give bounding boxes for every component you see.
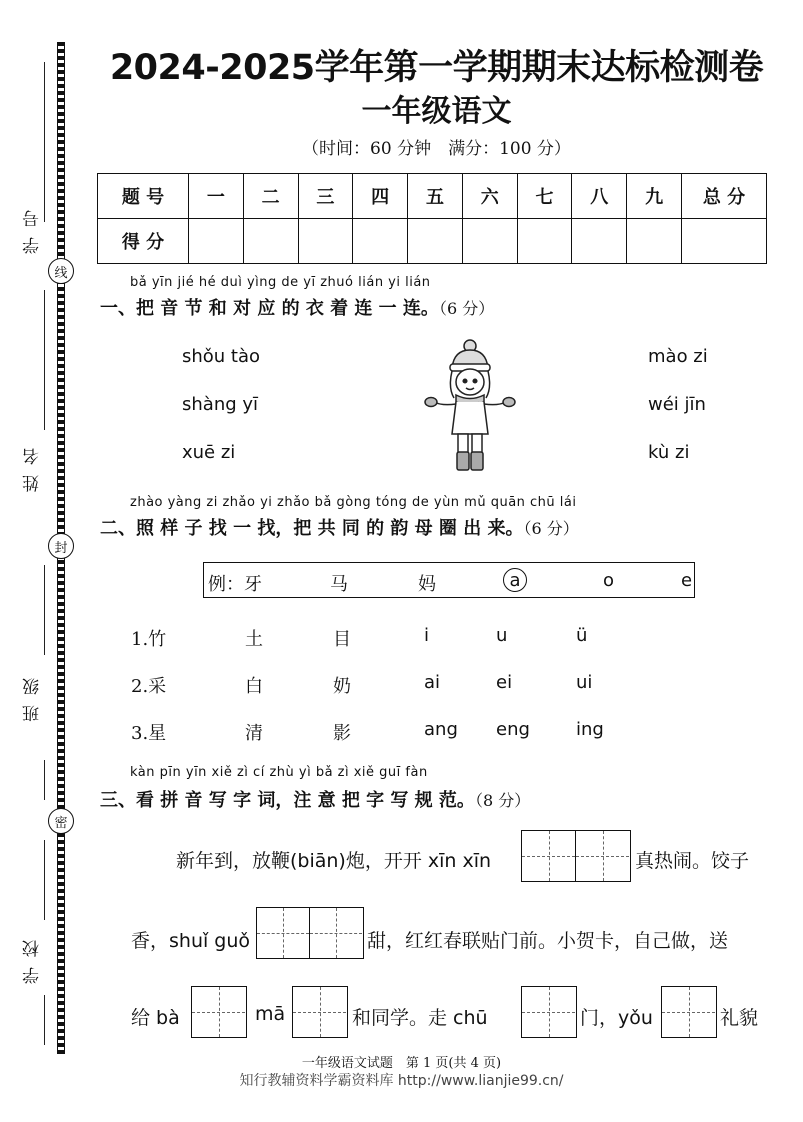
writing-grid[interactable] xyxy=(256,907,364,959)
q1-title xyxy=(100,294,494,320)
score-cell[interactable] xyxy=(572,219,627,264)
table-cell: 四 xyxy=(353,174,408,219)
label-school: 学校 xyxy=(23,930,43,984)
table-cell: 三 xyxy=(298,174,353,219)
q3-text: 给 bà xyxy=(131,1007,180,1029)
table-cell: 六 xyxy=(462,174,517,219)
example-vowel: a xyxy=(509,570,521,591)
q3-points: （8 分） xyxy=(474,791,531,810)
q2-row-word: 2.采 xyxy=(131,676,167,697)
seal-mark-xian: 线 xyxy=(48,258,74,284)
score-cell[interactable] xyxy=(627,219,682,264)
score-table-header-row xyxy=(98,174,767,219)
fill-line xyxy=(44,565,45,655)
table-cell: 总 分 xyxy=(682,174,767,219)
q1-right-item[interactable]: mào zi xyxy=(648,346,708,367)
table-cell: 八 xyxy=(572,174,627,219)
table-cell: 七 xyxy=(517,174,572,219)
table-cell: 二 xyxy=(243,174,298,219)
example-word: 马 xyxy=(330,574,348,595)
q3-text: 和同学。走 chū xyxy=(352,1007,488,1029)
q2-row-final[interactable]: i xyxy=(424,625,430,646)
example-vowel: e xyxy=(681,570,693,591)
score-cell[interactable] xyxy=(682,219,767,264)
q1-title-text: 一、把 音 节 和 对 应 的 衣 着 连 一 连。 xyxy=(100,298,439,319)
score-cell[interactable] xyxy=(298,219,353,264)
label-student-number: 学号 xyxy=(23,200,43,254)
q3-text: mā xyxy=(255,1003,286,1025)
example-vowel: o xyxy=(603,570,615,591)
seal-mark-feng: 封 xyxy=(48,533,74,559)
q1-right-item[interactable]: kù zi xyxy=(648,442,690,463)
q2-example-box xyxy=(203,562,695,598)
q3-text: 真热闹。饺子 xyxy=(635,850,750,872)
q3-pinyin: kàn pīn yīn xiě zì cí zhù yì bǎ zì xiě guī fàn xyxy=(130,765,428,780)
score-cell[interactable] xyxy=(189,219,244,264)
fill-line xyxy=(44,840,45,920)
q2-row-word: 目 xyxy=(333,629,351,650)
q2-row-word: 白 xyxy=(245,676,263,697)
writing-grid[interactable] xyxy=(521,986,577,1038)
q2-pinyin: zhào yàng zi zhǎo yi zhǎo bǎ gòng tóng de yùn mǔ quān chū lái xyxy=(130,495,577,510)
score-cell[interactable] xyxy=(517,219,572,264)
q3-title-text: 三、看 拼 音 写 字 词，注 意 把 字 写 规 范。 xyxy=(100,790,475,811)
fill-line xyxy=(44,995,45,1045)
table-cell: 五 xyxy=(408,174,463,219)
seal-mark-mi: 密 xyxy=(48,808,74,834)
table-cell: 一 xyxy=(189,174,244,219)
q2-row-final[interactable]: ang xyxy=(424,719,458,740)
q2-row-final[interactable]: u xyxy=(496,625,508,646)
q2-row-word: 3.星 xyxy=(131,723,167,744)
source-watermark: 知行教辅资料学霸资料库 http://www.lianjie99.cn/ xyxy=(239,1073,564,1089)
q2-row-word: 土 xyxy=(245,629,263,650)
q2-row-word: 影 xyxy=(333,723,351,744)
table-cell: 题 号 xyxy=(98,174,189,219)
page-footer: 一年级语文试题 第 1 页(共 4 页) xyxy=(301,1056,502,1071)
time-score-info: （时间：60 分钟 满分：100 分） xyxy=(302,139,571,159)
q2-row-final[interactable]: eng xyxy=(496,719,530,740)
score-table xyxy=(97,173,767,264)
score-cell[interactable] xyxy=(408,219,463,264)
writing-grid[interactable] xyxy=(191,986,247,1038)
score-cell[interactable] xyxy=(462,219,517,264)
table-cell: 九 xyxy=(627,174,682,219)
q3-text: 新年到，放鞭(biān)炮，开开 xīn xīn xyxy=(176,850,492,872)
q2-row-word: 1.竹 xyxy=(131,629,167,650)
q3-title xyxy=(100,786,530,812)
example-word: 妈 xyxy=(418,574,436,595)
writing-grid[interactable] xyxy=(521,830,631,882)
q2-row-word: 清 xyxy=(245,723,263,744)
fill-line xyxy=(44,760,45,800)
score-cell[interactable] xyxy=(353,219,408,264)
q1-points: （6 分） xyxy=(438,299,495,318)
q2-row-final[interactable]: ei xyxy=(496,672,513,693)
q1-left-item[interactable]: shǒu tào xyxy=(182,346,261,367)
q3-text: 门，yǒu xyxy=(580,1007,653,1029)
label-name: 姓名 xyxy=(23,438,43,492)
q3-text: 甜，红红春联贴门前。小贺卡，自己做，送 xyxy=(367,930,729,952)
fill-line xyxy=(44,290,45,430)
q1-left-item[interactable]: xuē zi xyxy=(182,442,236,463)
q1-pinyin: bǎ yīn jié hé duì yìng de yī zhuó lián yi lián xyxy=(130,275,431,290)
q3-text: 礼貌 xyxy=(720,1007,759,1029)
score-cell[interactable] xyxy=(243,219,298,264)
q2-row-final[interactable]: ui xyxy=(576,672,593,693)
q2-points: （6 分） xyxy=(523,519,579,538)
exam-title: 2024-2025学年第一学期期末达标检测卷 xyxy=(109,48,764,88)
example-word: 例：牙 xyxy=(208,574,262,595)
q1-left-item[interactable]: shàng yī xyxy=(182,394,259,415)
q2-row-final[interactable]: ü xyxy=(576,625,588,646)
q3-text: 香，shuǐ guǒ xyxy=(131,930,251,952)
q2-title-text: 二、照 样 子 找 一 找，把 共 同 的 韵 母 圈 出 来。 xyxy=(100,518,524,539)
girl-in-winter-clothes-illustration xyxy=(420,338,516,474)
table-cell: 得 分 xyxy=(98,219,189,264)
q2-title xyxy=(100,514,579,540)
q1-right-item[interactable]: wéi jīn xyxy=(648,394,706,415)
writing-grid[interactable] xyxy=(292,986,348,1038)
writing-grid[interactable] xyxy=(661,986,717,1038)
q2-row-word: 奶 xyxy=(333,676,351,697)
score-table-score-row xyxy=(98,219,767,264)
q2-row-final[interactable]: ing xyxy=(576,719,604,740)
exam-subtitle: 一年级语文 xyxy=(361,94,512,129)
q2-row-final[interactable]: ai xyxy=(424,672,441,693)
label-class: 班级 xyxy=(23,668,43,722)
